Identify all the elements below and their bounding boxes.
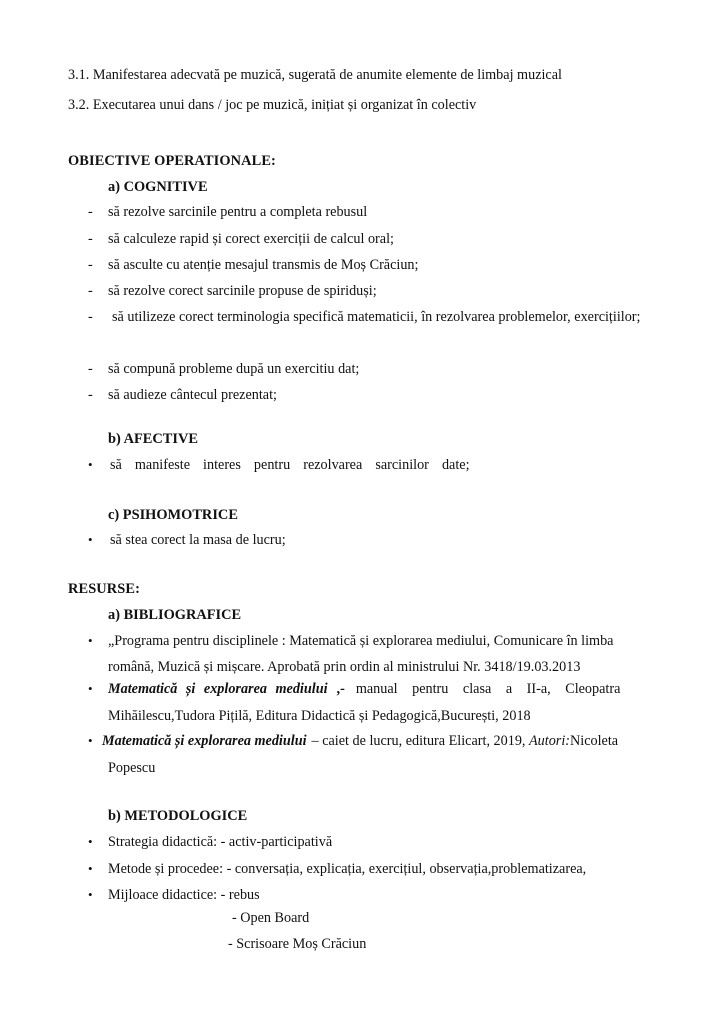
list-marker-dash: - bbox=[88, 309, 93, 325]
metodologice-item-2: Metode și procedee: - conversația, explicația, exercițiul, observația,problematizarea, bbox=[108, 861, 587, 877]
bibliography-entry-3-rest-a: – caiet de lucru, editura Elicart, 2019, bbox=[311, 733, 530, 749]
bibliography-entry-2-rest: manual pentru clasa a II-a, Cleopatra bbox=[355, 681, 621, 697]
metodologice-item-1: Strategia didactică: - activ-participativă bbox=[108, 834, 333, 850]
list-marker-bullet: • bbox=[88, 861, 93, 876]
competency-line-3-1: 3.1. Manifestarea adecvată pe muzică, sugerată de anumite elemente de limbaj muzical bbox=[68, 67, 562, 83]
bibliography-entry-1-line-2: română, Muzică și mișcare. Aprobată prin ordin al ministrului Nr. 3418/19.03.2013 bbox=[108, 659, 581, 675]
bibliography-entry-2-title: Matematică și explorarea mediului bbox=[108, 681, 328, 697]
resources-group-label-bibliografice: a) BIBLIOGRAFICE bbox=[108, 607, 242, 623]
list-marker-dash: - bbox=[88, 283, 93, 299]
resources-group-label-metodologice: b) METODOLOGICE bbox=[108, 808, 248, 824]
bibliography-entry-3-line-1 bbox=[102, 734, 618, 748]
list-marker-dash: - bbox=[88, 204, 93, 220]
list-marker-bullet: • bbox=[88, 834, 93, 849]
list-marker-dash: - bbox=[88, 387, 93, 403]
bibliography-entry-3-title: Matematică și explorarea mediului bbox=[102, 733, 307, 749]
list-marker-bullet: • bbox=[88, 633, 93, 648]
list-marker-dash: - bbox=[88, 257, 93, 273]
list-marker-bullet: • bbox=[88, 733, 93, 748]
list-marker-dash: - bbox=[88, 231, 93, 247]
bibliography-entry-2-line-2: Mihăilescu,Tudora Pițilă, Editura Didactică și Pedagogică,București, 2018 bbox=[108, 708, 531, 724]
bibliography-entry-3-line-2: Popescu bbox=[108, 760, 156, 776]
objective-cognitive-item-3: să asculte cu atenție mesajul transmis de Moș Crăciun; bbox=[108, 257, 419, 273]
objective-cognitive-item-7: să audieze cântecul prezentat; bbox=[108, 387, 277, 403]
list-marker-dash: - bbox=[88, 361, 93, 377]
objectives-group-label-afective: b) AFECTIVE bbox=[108, 431, 198, 447]
objective-cognitive-item-1: să rezolve sarcinile pentru a completa rebusul bbox=[108, 204, 368, 220]
objectives-heading: OBIECTIVE OPERATIONALE: bbox=[68, 153, 276, 169]
bibliography-entry-1-line-1: „Programa pentru disciplinele : Matematică și explorarea mediului, Comunicare în limba bbox=[108, 633, 614, 649]
list-marker-bullet: • bbox=[88, 532, 93, 547]
resources-heading: RESURSE: bbox=[68, 581, 140, 597]
competency-line-3-2: 3.2. Executarea unui dans / joc pe muzică, inițiat și organizat în colectiv bbox=[68, 97, 477, 113]
objective-psihomotrice-item-1: să stea corect la masa de lucru; bbox=[110, 532, 286, 548]
objective-cognitive-item-4: să rezolve corect sarcinile propuse de spiriduși; bbox=[108, 283, 377, 299]
metodologice-sub-item-1: - Open Board bbox=[232, 910, 310, 926]
bibliography-entry-3-rest-b: Nicoleta bbox=[570, 733, 619, 749]
objectives-group-label-psihomotrice: c) PSIHOMOTRICE bbox=[108, 507, 238, 523]
bibliography-entry-3-authors-label: Autori: bbox=[529, 733, 570, 749]
bibliography-entry-2-separator: ,- bbox=[336, 681, 345, 697]
objective-cognitive-item-6: să compună probleme după un exercitiu dat; bbox=[108, 361, 360, 377]
objective-cognitive-item-5: să utilizeze corect terminologia specifică matematicii, în rezolvarea problemelor, exercițiilor; bbox=[112, 309, 641, 325]
metodologice-sub-item-2: - Scrisoare Moș Crăciun bbox=[228, 936, 367, 952]
list-marker-bullet: • bbox=[88, 681, 93, 696]
list-marker-bullet: • bbox=[88, 887, 93, 902]
objective-afective-item-1: să manifeste interes pentru rezolvarea sarcinilor date; bbox=[110, 457, 470, 473]
metodologice-item-3: Mijloace didactice: - rebus bbox=[108, 887, 260, 903]
list-marker-bullet: • bbox=[88, 457, 93, 472]
objective-cognitive-item-2: să calculeze rapid și corect exerciții de calcul oral; bbox=[108, 231, 394, 247]
bibliography-entry-2-line-1 bbox=[108, 682, 620, 696]
objectives-group-label-cognitive: a) COGNITIVE bbox=[108, 179, 208, 195]
